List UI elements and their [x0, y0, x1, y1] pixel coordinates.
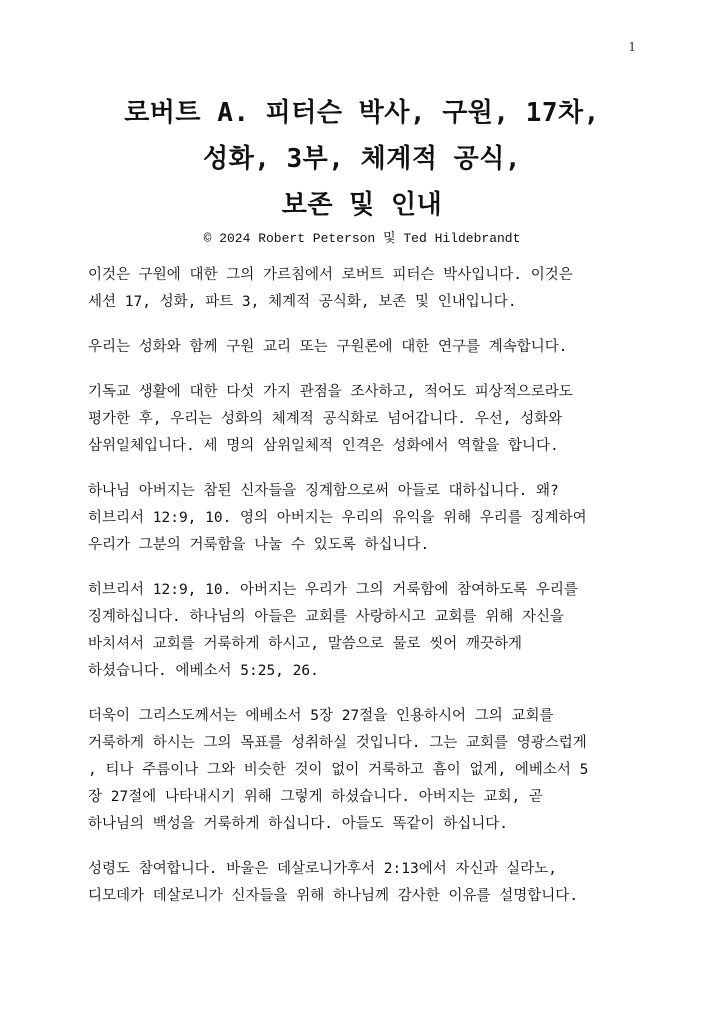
text-line: 기독교 생활에 대한 다섯 가지 관점을 조사하고, 적어도 피상적으로라도	[88, 384, 573, 400]
text-line: 하나님의 백성을 거룩하게 하십니다. 아들도 똑같이 하십니다.	[88, 816, 509, 832]
text-line: 하나님 아버지는 참된 신자들을 징계함으로써 아들로 대하십니다. 왜?	[88, 483, 559, 499]
text-line: 징계하십니다. 하나님의 아들은 교회를 사랑하시고 교회를 위해 자신을	[88, 609, 565, 625]
paragraph	[88, 379, 648, 460]
page-number: 1	[628, 40, 636, 54]
paragraph	[88, 334, 648, 361]
text-line: 장 27절에 나타내시기 위해 그렇게 하셨습니다. 아버지는 교회, 곧	[88, 789, 543, 805]
paragraph	[88, 856, 648, 910]
text-line: 세션 17, 성화, 파트 3, 체계적 공식화, 보존 및 인내입니다.	[88, 294, 517, 310]
paragraph	[88, 703, 648, 838]
title-line-2: 성화, 3부, 체계적 공식,	[202, 144, 521, 174]
text-line: 우리는 성화와 함께 구원 교리 또는 구원론에 대한 연구를 계속합니다.	[88, 339, 568, 355]
text-line: 삼위일체입니다. 세 명의 삼위일체적 인격은 성화에서 역할을 합니다.	[88, 438, 559, 454]
paragraph	[88, 262, 648, 316]
text-line: 이것은 구원에 대한 그의 가르침에서 로버트 피터슨 박사입니다. 이것은	[88, 267, 573, 283]
text-line: 우리가 그분의 거룩함을 나눌 수 있도록 하십니다.	[88, 537, 430, 553]
text-line: 히브리서 12:9, 10. 아버지는 우리가 그의 거룩함에 참여하도록 우리를	[88, 582, 578, 598]
text-line: , 티나 주름이나 그와 비슷한 것이 없이 거룩하고 흠이 없게, 에베소서 5	[88, 762, 589, 778]
copyright-notice: © 2024 Robert Peterson 및 Ted Hildebrandt	[203, 231, 521, 246]
title-line-1: 로버트 A. 피터슨 박사, 구원, 17차,	[124, 98, 600, 128]
text-line: 하셨습니다. 에베소서 5:25, 26.	[88, 663, 319, 679]
title-line-3: 보존 및 인내	[281, 190, 443, 220]
text-line: 히브리서 12:9, 10. 영의 아버지는 우리의 유익을 위해 우리를 징계하여	[88, 510, 587, 526]
text-line: 디모데가 데살로니가 신자들을 위해 하나님께 감사한 이유를 설명합니다.	[88, 888, 579, 904]
text-line: 더욱이 그리스도께서는 에베소서 5장 27절을 인용하시어 그의 교회를	[88, 708, 554, 724]
text-line: 평가한 후, 우리는 성화의 체계적 공식화로 넘어갑니다. 우선, 성화와	[88, 411, 563, 427]
text-line: 바치셔서 교회를 거룩하게 하시고, 말씀으로 물로 씻어 깨끗하게	[88, 636, 523, 652]
paragraph	[88, 577, 648, 685]
text-line: 성령도 참여합니다. 바울은 데살로니가후서 2:13에서 자신과 실라노,	[88, 861, 557, 877]
paragraph	[88, 478, 648, 559]
title-block	[0, 90, 724, 248]
text-line: 거룩하게 하시는 그의 목표를 성취하실 것입니다. 그는 교회를 영광스럽게	[88, 735, 587, 751]
body-text	[88, 262, 648, 928]
